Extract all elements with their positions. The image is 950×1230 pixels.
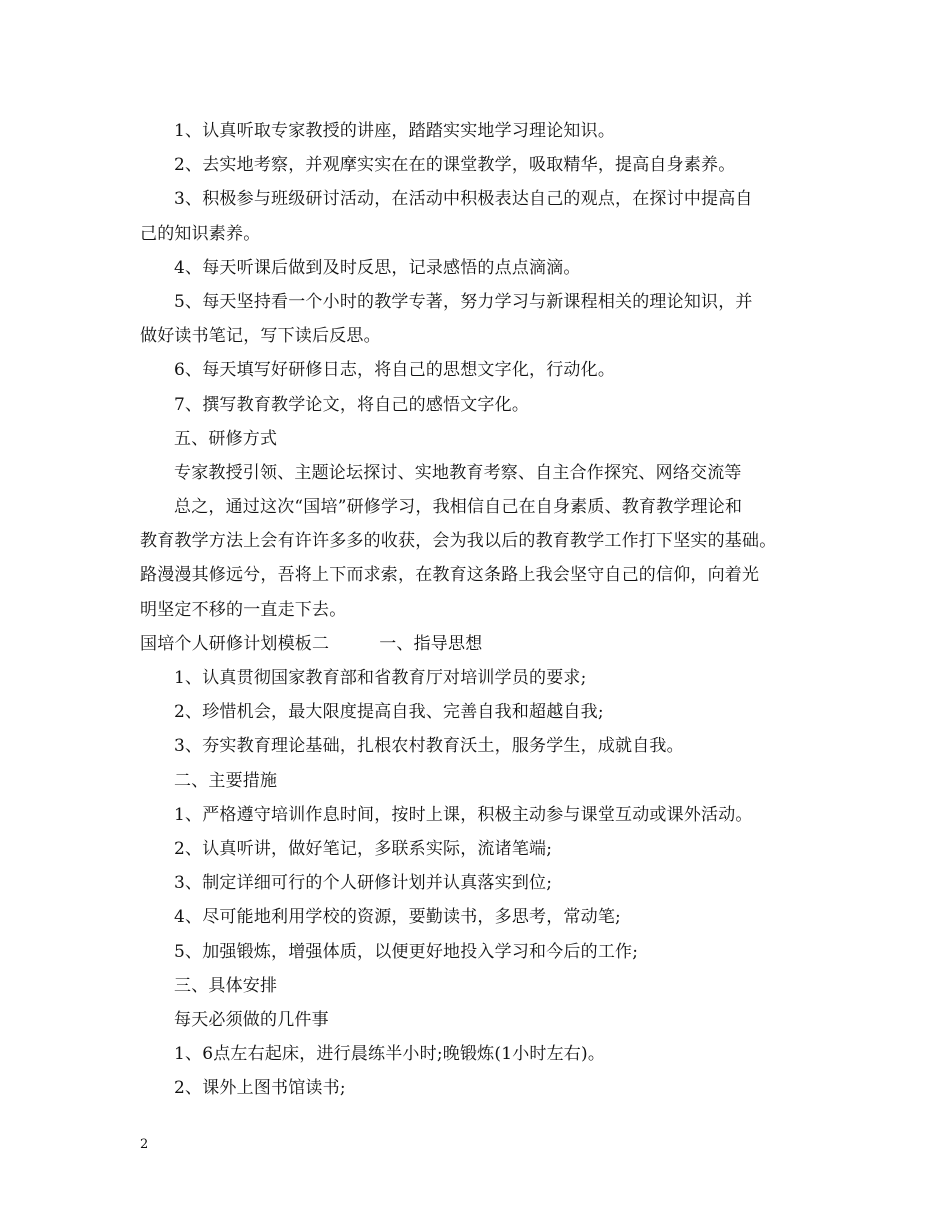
paragraph-line: 2、珍惜机会，最大限度提高自我、完善自我和超越自我; xyxy=(174,702,604,723)
paragraph-line: 每天必须做的几件事 xyxy=(174,1009,329,1030)
paragraph-line: 总之，通过这次“国培”研修学习，我相信自己在自身素质、教育教学理论和 xyxy=(174,497,743,518)
paragraph-line: 7、撰写教育教学论文，将自己的感悟文字化。 xyxy=(174,394,530,415)
paragraph-line: 1、严格遵守培训作息时间，按时上课，积极主动参与课堂互动或课外活动。 xyxy=(174,804,753,825)
paragraph-line: 3、制定详细可行的个人研修计划并认真落实到位; xyxy=(174,873,553,894)
paragraph-line: 专家教授引领、主题论坛探讨、实地教育考察、自主合作探究、网络交流等 xyxy=(174,462,742,483)
paragraph-line: 4、尽可能地利用学校的资源，要勤读书，多思考，常动笔; xyxy=(174,907,621,928)
section-heading: 五、研修方式 xyxy=(174,428,278,449)
paragraph-line-continuation: 明坚定不移的一直走下去。 xyxy=(140,599,347,620)
paragraph-line: 1、认真贯彻国家教育部和省教育厅对培训学员的要求; xyxy=(174,668,587,688)
paragraph-line: 2、去实地考察，并观摩实实在在的课堂教学，吸取精华，提高自身素养。 xyxy=(174,155,736,176)
section-heading: 三、具体安排 xyxy=(174,975,278,996)
paragraph-line-continuation: 做好读书笔记，写下读后反思。 xyxy=(140,326,381,347)
paragraph-line: 1、认真听取专家教授的讲座，踏踏实实地学习理论知识。 xyxy=(174,121,616,141)
section-heading: 二、主要措施 xyxy=(174,770,278,791)
paragraph-line: 3、积极参与班级研讨活动，在活动中积极表达自己的观点，在探讨中提高自 xyxy=(174,189,753,210)
section-title: 国培个人研修计划模板二 xyxy=(140,633,330,654)
paragraph-line: 3、夯实教育理论基础，扎根农村教育沃土，服务学生，成就自我。 xyxy=(174,736,684,757)
document-body xyxy=(140,114,810,1105)
section-title-line xyxy=(140,627,810,661)
section-subheading: 一、指导思想 xyxy=(379,633,483,654)
paragraph-line: 4、每天听课后做到及时反思，记录感悟的点点滴滴。 xyxy=(174,257,581,278)
paragraph-line: 1、6点左右起床，进行晨练半小时;晚锻炼(1小时左右)。 xyxy=(174,1044,606,1065)
paragraph-line: 6、每天填写好研修日志，将自己的思想文字化，行动化。 xyxy=(174,360,616,381)
page-number: 2 xyxy=(140,1137,149,1152)
paragraph-line: 2、课外上图书馆读书; xyxy=(174,1078,346,1099)
paragraph-line: 2、认真听讲，做好笔记，多联系实际，流诸笔端; xyxy=(174,838,553,859)
paragraph-line-continuation: 路漫漫其修远兮，吾将上下而求索，在教育这条路上我会坚守自己的信仰，向着光 xyxy=(140,565,760,586)
paragraph-line-continuation: 教育教学方法上会有许许多多的收获，会为我以后的教育教学工作打下坚实的基础。 xyxy=(140,531,777,552)
paragraph-line: 5、加强锻炼，增强体质，以便更好地投入学习和今后的工作; xyxy=(174,941,639,962)
paragraph-line-continuation: 己的知识素养。 xyxy=(140,223,261,244)
paragraph-line: 5、每天坚持看一个小时的教学专著，努力学习与新课程相关的理论知识，并 xyxy=(174,291,753,312)
